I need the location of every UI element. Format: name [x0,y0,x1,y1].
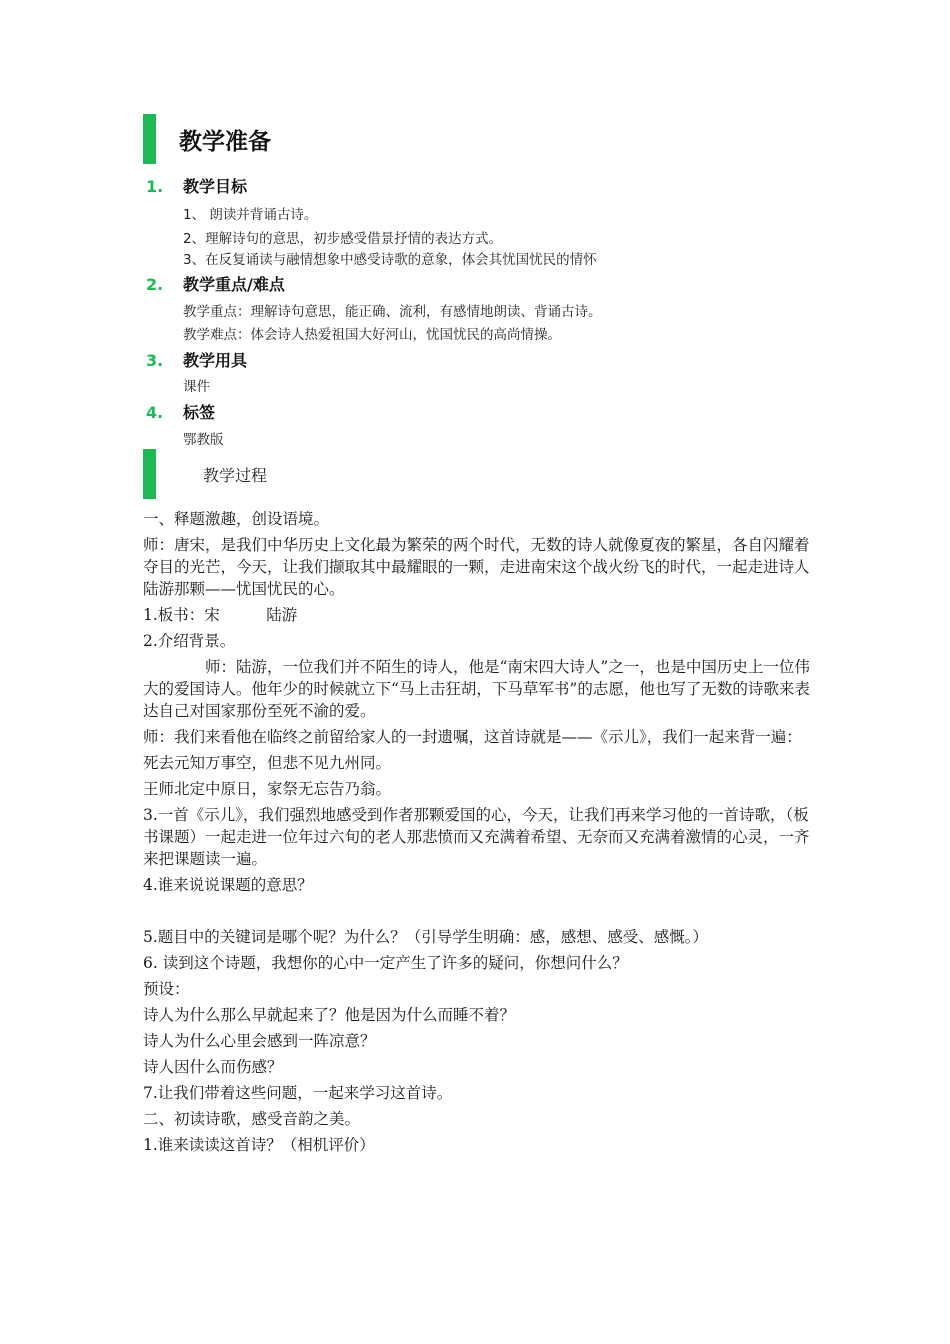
section-goals [146,174,247,197]
section-title: 教学用具 [183,351,248,370]
section-number: 4. [146,403,164,422]
section-number: 1. [146,177,164,196]
section-title: 教学重点/难点 [183,275,285,294]
key-point-text: 教学重点：理解诗句意思，能正确、流利，有感情地朗读、背诵古诗。 [183,304,602,320]
paragraph: 4.谁来说说课题的意思？ [143,876,313,894]
paragraph: 1.板书：宋 陆游 [143,606,298,624]
paragraph: 预设： [143,980,190,998]
paragraph: 5.题目中的关键词是哪个呢？为什么？（引导学生明确：感，感想、感受、感慨。） [143,928,709,946]
heading-accent-bar [143,114,156,164]
goal-item: 1、 朗读并背诵古诗。 [183,207,318,223]
heading-accent-bar [143,449,156,499]
section-title: 标签 [183,403,216,422]
tools-text: 课件 [183,379,210,395]
section-number: 2. [146,275,164,294]
paragraph: 1.谁来读读这首诗？（相机评价） [143,1136,375,1154]
paragraph: 2.介绍背景。 [143,632,236,650]
process-heading-text: 教学过程 [203,465,268,485]
paragraph: 7.让我们带着这些问题，一起来学习这首诗。 [143,1084,453,1102]
section-tools [146,348,247,371]
paragraph: 师：唐宋，是我们中华历史上文化最为繁荣的两个时代，无数的诗人就像夏夜的繁星，各自闪耀着夺目的光芒，今天，让我们撷取其中最耀眼的一颗，走进南宋这个战火纷飞的时代，一起走进诗人陆游那颗——忧国忧民的心。 [143,536,810,598]
poem-line: 王师北定中原日，家祭无忘告乃翁。 [143,780,392,798]
section-number: 3. [146,351,164,370]
process-heading [143,449,267,499]
paragraph: 师：我们来看他在临终之前留给家人的一封遗嘱，这首诗就是——《示儿》，我们一起来背一遍： [143,728,802,746]
paragraph: 6. 读到这个诗题，我想你的心中一定产生了许多的疑问，你想问什么？ [143,954,628,972]
section-key-points [146,272,285,295]
section-title: 教学目标 [183,177,248,196]
process-body [143,508,813,1160]
poem-line: 死去元知万事空，但悲不见九州同。 [143,754,392,772]
section-tag [146,400,215,423]
paragraph: 师：陆游，一位我们并不陌生的诗人，他是“南宋四大诗人”之一，也是中国历史上一位伟大的爱国诗人。他年少的时候就立下“马上击狂胡，下马草军书”的志愿，他也写了无数的诗歌来表达自己对国家那份至死不渝的爱。 [143,658,810,720]
paragraph: 诗人为什么心里会感到一阵凉意？ [143,1032,376,1050]
paragraph: 3.一首《示儿》，我们强烈地感受到作者那颗爱国的心，今天，让我们再来学习他的一首诗歌，（板书课题）一起走进一位年过六旬的老人那悲愤而又充满着希望、无奈而又充满着激情的心灵，一齐来把课题读一遍。 [143,806,810,868]
difficulty-text: 教学难点：体会诗人热爱祖国大好河山，忧国忧民的高尚情操。 [183,327,561,343]
paragraph: 诗人为什么那么早就起来了？他是因为什么而睡不着？ [143,1006,516,1024]
prep-heading [143,114,271,164]
prep-heading-text: 教学准备 [179,128,271,155]
goal-item: 3、在反复诵读与融情想象中感受诗歌的意象，体会其忧国忧民的情怀 [183,252,597,268]
paragraph: 一、释题激趣，创设语境。 [143,510,330,528]
paragraph: 二、初读诗歌，感受音韵之美。 [143,1110,361,1128]
paragraph: 诗人因什么而伤感？ [143,1058,283,1076]
tag-text: 鄂教版 [183,432,224,448]
goal-item: 2、理解诗句的意思，初步感受借景抒情的表达方式。 [183,231,503,247]
